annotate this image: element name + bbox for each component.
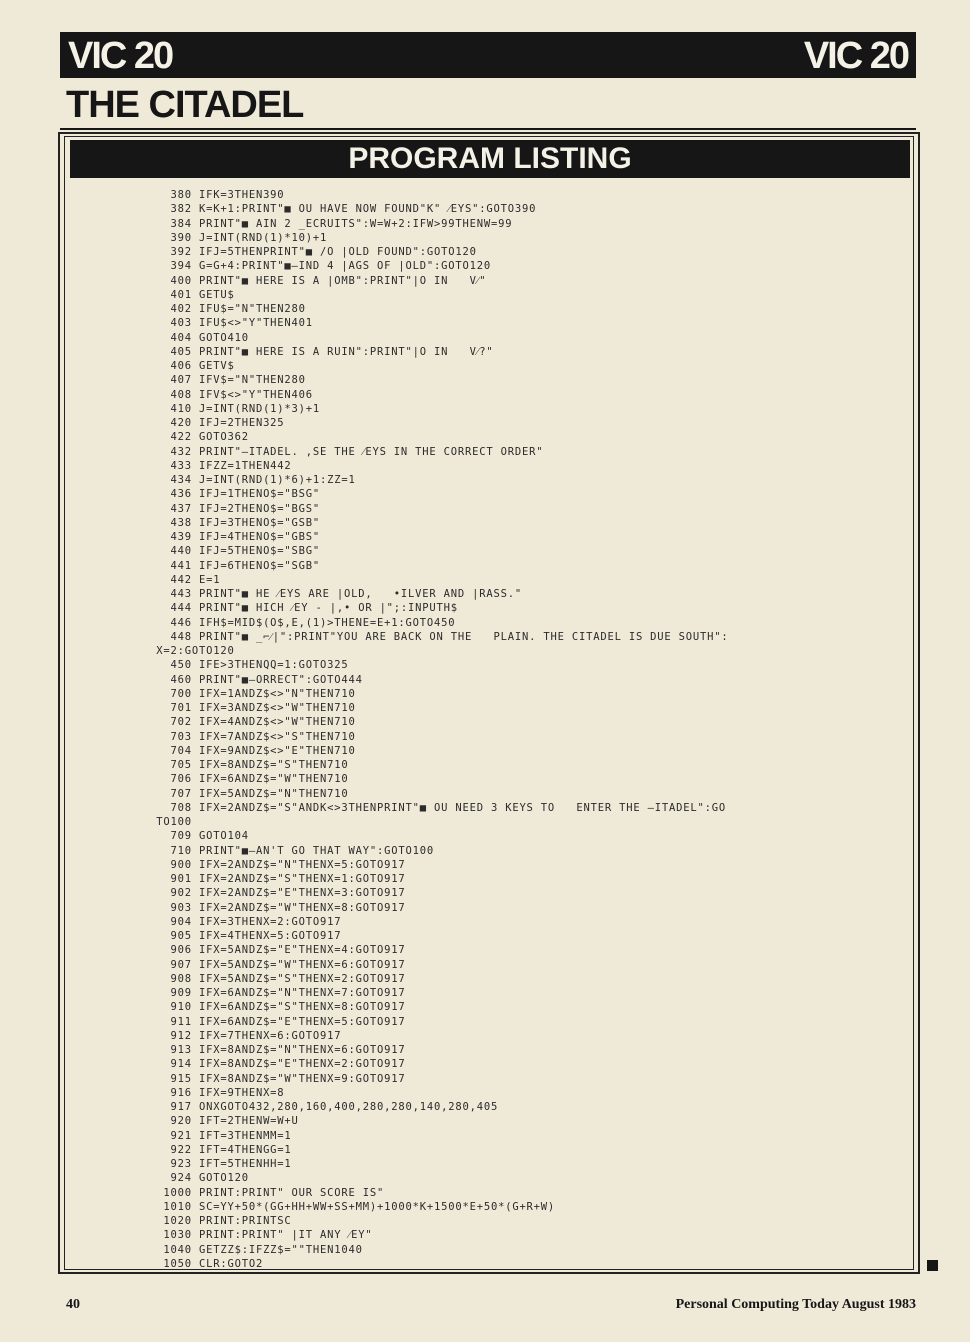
listing-line: 1010 SC=YY+50*(GG+HH+WW+SS+MM)+1000*K+1500*E+50*(G+R+W) [142,1200,556,1213]
article-title: THE CITADEL [66,84,304,126]
listing-line: 917 ONXGOTO432,280,160,400,280,280,140,280,405 [142,1101,499,1113]
listing-line: 442 E=1 [142,573,221,586]
listing-line: 390 J=INT(RND(1)*10)+1 [142,231,328,244]
listing-line: 392 IFJ=5THENPRINT"■ /O |OLD FOUND":GOTO120 [142,246,477,258]
listing-line: 384 PRINT"■ AIN 2 _ECRUITS":W=W+2:IFW>99THENW=99 [142,217,513,230]
listing-line: 448 PRINT"■ _⌐⁄|":PRINT"YOU ARE BACK ON THE PLAIN. THE CITADEL IS DUE SOUTH": [142,630,729,643]
listing-line: 706 IFX=6ANDZ$="W"THEN710 [142,773,349,786]
listing-line: 408 IFV$<>"Y"THEN406 [142,388,313,401]
listing-line: 434 J=INT(RND(1)*6)+1:ZZ=1 [142,474,356,486]
listing-line: 444 PRINT"■ HICH ⁄EY - |,• OR |";:INPUTH$ [142,602,458,615]
listing-line: 913 IFX=8ANDZ$="N"THENX=6:GOTO917 [142,1044,406,1056]
page-number: 40 [66,1297,80,1312]
listing-line: 446 IFH$=MID$(O$,E,(1)>THENE=E+1:GOTO450 [142,616,456,629]
listing-line: 710 PRINT"■—AN'T GO THAT WAY":GOTO100 [142,844,434,857]
section-heading: PROGRAM LISTING [70,140,910,178]
end-marker [927,1260,938,1271]
listing-line: 914 IFX=8ANDZ$="E"THENX=2:GOTO917 [142,1058,406,1071]
listing-line: 437 IFJ=2THENO$="BGS" [142,502,321,515]
listing-line: 1020 PRINT:PRINTSC [142,1215,292,1227]
listing-line: 915 IFX=8ANDZ$="W"THENX=9:GOTO917 [142,1072,406,1085]
listing-line: 450 IFE>3THENQQ=1:GOTO325 [142,659,349,672]
listing-line: 422 GOTO362 [142,431,249,444]
listing-line: 921 IFT=3THENMM=1 [142,1129,292,1142]
listing-line: 908 IFX=5ANDZ$="S"THENX=2:GOTO917 [142,972,406,985]
header-right-label: VIC 20 [803,35,908,77]
listing-line: 923 IFT=5THENHH=1 [142,1158,292,1170]
listing-line: 402 IFU$="N"THEN280 [142,303,306,315]
listing-line: 438 IFJ=3THENO$="GSB" [142,516,321,529]
listing-line: 709 GOTO104 [142,830,249,843]
listing-line: 440 IFJ=5THENO$="SBG" [142,545,321,558]
listing-line: 704 IFX=9ANDZ$<>"E"THEN710 [142,744,356,757]
listing-line: TO100 [142,816,192,828]
listing-line: 909 IFX=6ANDZ$="N"THENX=7:GOTO917 [142,987,406,999]
listing-line: 433 IFZZ=1THEN442 [142,459,292,472]
listing-line: 707 IFX=5ANDZ$="N"THEN710 [142,787,349,800]
listing-line: 439 IFJ=4THENO$="GBS" [142,531,321,543]
listing-line: 700 IFX=1ANDZ$<>"N"THEN710 [142,687,356,700]
listing-line: 905 IFX=4THENX=5:GOTO917 [142,930,342,942]
listing-line: 702 IFX=4ANDZ$<>"W"THEN710 [142,716,356,729]
listing-line: 901 IFX=2ANDZ$="S"THENX=1:GOTO917 [142,873,406,885]
header-left-label: VIC 20 [68,35,173,77]
listing-line: 708 IFX=2ANDZ$="S"ANDK<>3THENPRINT"■ OU NEED 3 KEYS TO ENTER THE —ITADEL":GO [142,801,726,814]
listing-line: 1030 PRINT:PRINT" |IT ANY ⁄EY" [142,1229,373,1242]
listing-line: 701 IFX=3ANDZ$<>"W"THEN710 [142,702,356,714]
listing-line: 920 IFT=2THENW=W+U [142,1115,299,1128]
listing-line: 705 IFX=8ANDZ$="S"THEN710 [142,759,349,771]
listing-line: 902 IFX=2ANDZ$="E"THENX=3:GOTO917 [142,887,406,900]
listing-line: 922 IFT=4THENGG=1 [142,1143,292,1156]
listing-line: 410 J=INT(RND(1)*3)+1 [142,402,321,415]
listing-line: 460 PRINT"■—ORRECT":GOTO444 [142,673,363,686]
listing-line: 403 IFU$<>"Y"THEN401 [142,317,313,330]
listing-line: 401 GETU$ [142,288,235,301]
listing-line: X=2:GOTO120 [142,645,235,657]
listing-line: 432 PRINT"—ITADEL. ,SE THE ⁄EYS IN THE CORRECT ORDER" [142,445,544,458]
listing-line: 380 IFK=3THEN390 [142,189,285,201]
listing-line: 407 IFV$="N"THEN280 [142,374,306,387]
program-listing [142,188,902,1271]
listing-line: 916 IFX=9THENX=8 [142,1086,285,1099]
listing-line: 441 IFJ=6THENO$="SGB" [142,559,321,572]
header-bar [60,32,916,78]
listing-line: 924 GOTO120 [142,1172,249,1185]
listing-line: 1050 CLR:GOTO2 [142,1257,264,1270]
listing-line: 912 IFX=7THENX=6:GOTO917 [142,1029,342,1042]
listing-line: 906 IFX=5ANDZ$="E"THENX=4:GOTO917 [142,944,406,957]
listing-line: 703 IFX=7ANDZ$<>"S"THEN710 [142,730,356,743]
listing-line: 904 IFX=3THENX=2:GOTO917 [142,915,342,928]
listing-line: 405 PRINT"■ HERE IS A RUIN":PRINT"|O IN V⁄?" [142,345,494,358]
listing-line: 400 PRINT"■ HERE IS A |OMB":PRINT"|O IN V⁄" [142,274,487,287]
listing-line: 443 PRINT"■ HE ⁄EYS ARE |OLD, •ILVER AND |RASS." [142,588,522,600]
listing-line: 911 IFX=6ANDZ$="E"THENX=5:GOTO917 [142,1015,406,1028]
listing-line: 907 IFX=5ANDZ$="W"THENX=6:GOTO917 [142,958,406,971]
listing-line: 406 GETV$ [142,360,235,372]
listing-line: 900 IFX=2ANDZ$="N"THENX=5:GOTO917 [142,858,406,871]
listing-line: 910 IFX=6ANDZ$="S"THENX=8:GOTO917 [142,1001,406,1014]
listing-line: 404 GOTO410 [142,331,249,344]
publication-credit: Personal Computing Today August 1983 [675,1297,916,1312]
listing-line: 1040 GETZZ$:IFZZ$=""THEN1040 [142,1243,363,1256]
listing-line: 1000 PRINT:PRINT" OUR SCORE IS" [142,1186,385,1199]
title-divider [60,128,916,130]
listing-line: 436 IFJ=1THENO$="BSG" [142,488,321,501]
listing-line: 903 IFX=2ANDZ$="W"THENX=8:GOTO917 [142,901,406,914]
listing-line: 420 IFJ=2THEN325 [142,417,285,429]
listing-line: 382 K=K+1:PRINT"■ OU HAVE NOW FOUND"K" ⁄EYS":GOTO390 [142,203,537,216]
listing-line: 394 G=G+4:PRINT"■—IND 4 |AGS OF |OLD":GOTO120 [142,260,491,273]
